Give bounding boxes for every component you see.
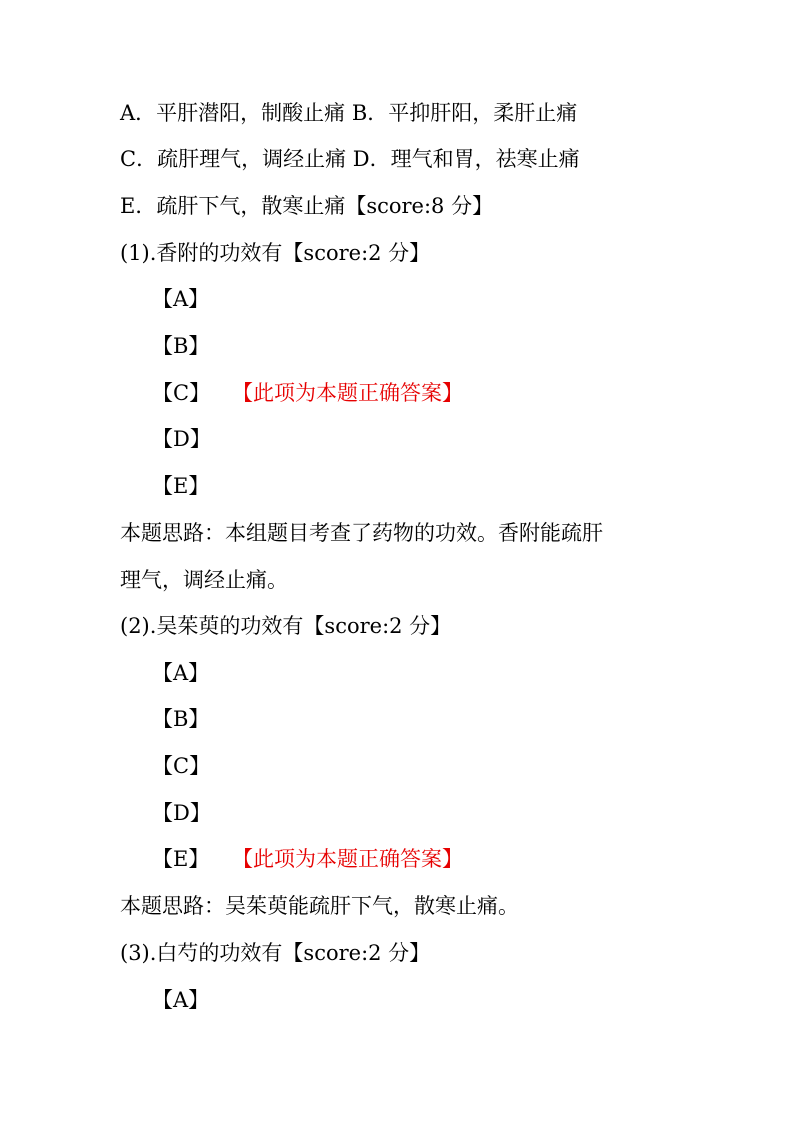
q2-option-e-label: 【E】 <box>152 847 210 871</box>
q2-option-b: 【B】 <box>152 707 210 731</box>
question-2-title: (2).吴茱萸的功效有【score:2 分】 <box>120 614 452 638</box>
q1-option-e: 【E】 <box>152 474 210 498</box>
question-1-title: (1).香附的功效有【score:2 分】 <box>120 241 431 265</box>
option-line-e: E．疏肝下气，散寒止痛【score:8 分】 <box>120 194 494 218</box>
q2-option-e <box>152 844 463 874</box>
q1-option-c-label: 【C】 <box>152 381 211 405</box>
q1-option-b: 【B】 <box>152 334 210 358</box>
q3-option-a: 【A】 <box>152 988 210 1012</box>
q2-option-d: 【D】 <box>152 801 211 825</box>
q2-explanation: 本题思路：吴茱萸能疏肝下气，散寒止痛。 <box>120 894 519 918</box>
q2-option-a: 【A】 <box>152 661 210 685</box>
q1-option-d: 【D】 <box>152 427 211 451</box>
q1-explanation-line-1: 本题思路：本组题目考查了药物的功效。香附能疏肝 <box>120 521 603 545</box>
correct-answer-marker: 【此项为本题正确答案】 <box>232 381 463 405</box>
q1-option-c <box>152 378 463 408</box>
option-line-ab: A．平肝潜阳，制酸止痛 B．平抑肝阳，柔肝止痛 <box>120 101 578 125</box>
option-line-cd: C．疏肝理气，调经止痛 D．理气和胃，祛寒止痛 <box>120 147 580 171</box>
q1-option-a: 【A】 <box>152 287 210 311</box>
q1-explanation-line-2: 理气，调经止痛。 <box>120 568 288 592</box>
question-3-title: (3).白芍的功效有【score:2 分】 <box>120 941 431 965</box>
correct-answer-marker: 【此项为本题正确答案】 <box>232 847 463 871</box>
q2-option-c: 【C】 <box>152 754 211 778</box>
